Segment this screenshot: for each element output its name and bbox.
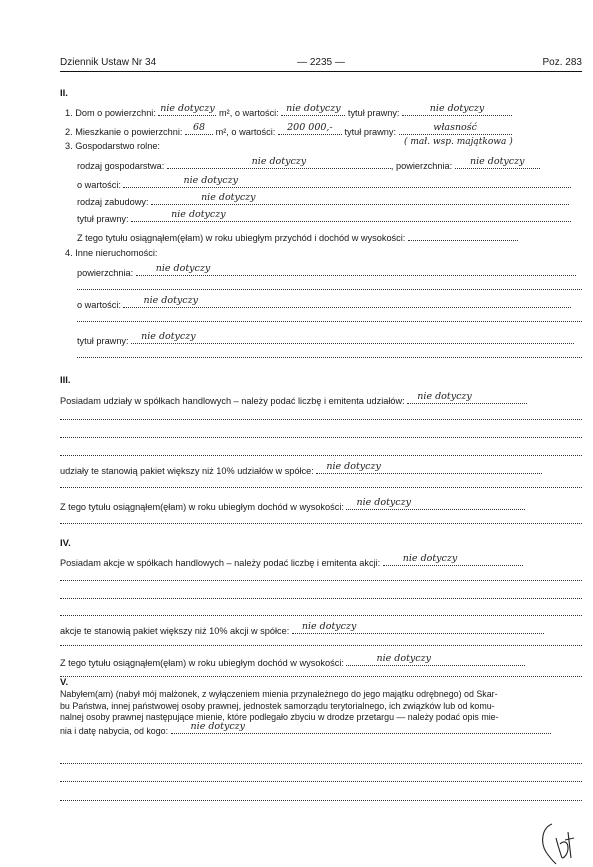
other-area-row xyxy=(77,263,576,279)
house-value: nie dotyczy xyxy=(286,103,341,114)
stocks-pkg-field xyxy=(292,621,544,634)
farm-area-field xyxy=(455,156,540,169)
farm-type-field xyxy=(167,156,391,169)
shares-line-3 xyxy=(60,455,582,456)
apartment-value: 200 000,- xyxy=(287,122,333,133)
journal-title: Dziennik Ustaw Nr 34 xyxy=(60,57,157,68)
other-area-line xyxy=(77,289,582,290)
other-title-label: tytuł prawny: xyxy=(77,336,129,346)
section-5-line-4-label: nia i datę nabycia, od kogo: xyxy=(60,725,169,736)
house-unit: m², xyxy=(219,108,233,118)
shares-pkg-row xyxy=(60,461,542,477)
shares-income-value: nie dotyczy xyxy=(356,497,411,508)
position-number: Poz. 283 xyxy=(542,57,582,68)
stocks-label: Posiadam akcje w spółkach handlowych – należy podać liczbę i emitenta akcji: xyxy=(60,558,381,568)
farm-income-row xyxy=(77,231,518,244)
section-5-heading: V. xyxy=(60,677,69,688)
section-5-text xyxy=(60,689,582,737)
stocks-pkg-row xyxy=(60,621,544,637)
other-property-label: 4. Inne nieruchomości: xyxy=(65,248,158,258)
shares-pkg-field xyxy=(316,461,542,474)
shares-pkg-value: nie dotyczy xyxy=(326,461,381,472)
other-area-label: powierzchnia: xyxy=(77,268,134,278)
house-value-label: o wartości: xyxy=(234,108,279,118)
stocks-income-label: Z tego tytułu osiągnąłem(ęłam) w roku ubiegłym dochód w wysokości: xyxy=(60,658,344,668)
shares-income-line xyxy=(60,523,582,524)
farm-type-row xyxy=(77,156,540,172)
section-5-line-1: Nabyłem(am) (nabył mój małżonek, z wyłączeniem mienia przynależnego do jego majątku odrębnego) od Skar- xyxy=(60,689,498,699)
farm-area-value: nie dotyczy xyxy=(470,156,525,167)
section-5-line-4 xyxy=(60,720,582,738)
apartment-value-field xyxy=(278,122,342,135)
shares-line-1 xyxy=(60,419,582,420)
shares-line-2 xyxy=(60,437,582,438)
stocks-income-line xyxy=(60,676,582,677)
house-title-field xyxy=(402,103,512,116)
other-title-line xyxy=(77,357,582,358)
other-area-field xyxy=(136,263,576,276)
stocks-pkg-value: nie dotyczy xyxy=(301,621,357,632)
stocks-pkg-line xyxy=(60,645,582,646)
other-value-row xyxy=(77,295,571,311)
house-value-field xyxy=(281,103,345,116)
farm-title-value: nie dotyczy xyxy=(171,209,226,220)
apartment-title-value: własność xyxy=(433,122,477,133)
other-value-label: o wartości: xyxy=(77,300,121,310)
house-title-value: nie dotyczy xyxy=(429,103,485,114)
farm-value-label: o wartości: xyxy=(77,180,121,190)
section-5-line-3: nalnej osoby prawnej następujące mienie, które podlegało zbyciu w drodze przetargu — należy podać opis mie- xyxy=(60,712,499,722)
stocks-line-3 xyxy=(60,615,582,616)
stocks-income-value: nie dotyczy xyxy=(376,653,431,664)
farm-buildings-label: rodzaj zabudowy: xyxy=(77,197,149,207)
other-value-field xyxy=(123,295,571,308)
shares-pkg-label: udziały te stanowią pakiet większy niż 10% udziałów w spółce: xyxy=(60,466,314,476)
page-number: — 2235 — xyxy=(297,57,345,68)
stocks-income-row xyxy=(60,653,525,669)
stocks-pkg-label: akcje te stanowią pakiet większy niż 10% akcji w spółce: xyxy=(60,626,290,636)
shares-pkg-line xyxy=(60,487,582,488)
house-title-label: tytuł prawny: xyxy=(347,108,400,118)
farm-title-row xyxy=(77,209,571,225)
house-label: 1. Dom o powierzchni: xyxy=(65,108,156,118)
farm-buildings-field xyxy=(151,192,569,205)
stocks-row xyxy=(60,553,523,569)
other-title-row xyxy=(77,331,574,347)
item-house xyxy=(65,103,512,119)
farm-type-label: rodzaj gospodarstwa: xyxy=(77,161,165,171)
farm-area-label: , powierzchnia: xyxy=(390,161,453,171)
other-title-value: nie dotyczy xyxy=(141,331,196,342)
signature-initials xyxy=(538,818,574,866)
apartment-area-value: 68 xyxy=(192,122,206,133)
house-area-field xyxy=(158,103,216,116)
other-value: nie dotyczy xyxy=(143,295,198,306)
page-header xyxy=(60,57,582,72)
apartment-note: ( mał. wsp. majątkowa ) xyxy=(404,137,513,147)
farm-buildings-row xyxy=(77,192,569,208)
shares-income-row xyxy=(60,497,525,513)
stocks-line-2 xyxy=(60,598,582,599)
farm-type-value: nie dotyczy xyxy=(251,156,307,167)
section-4-heading: IV. xyxy=(60,538,71,549)
farm-value-row xyxy=(77,175,571,191)
stocks-value: nie dotyczy xyxy=(402,553,458,564)
shares-income-label: Z tego tytułu osiągnąłem(ęłam) w roku ubiegłym dochód w wysokości: xyxy=(60,502,344,512)
apartment-label: 2. Mieszkanie o powierzchni: xyxy=(65,127,183,137)
farm-title-label: tytuł prawny: xyxy=(77,214,129,224)
farm-title-field xyxy=(131,209,571,222)
farm-value-field xyxy=(123,175,571,188)
apartment-title-field xyxy=(399,122,512,135)
house-area-value: nie dotyczy xyxy=(160,103,215,114)
other-title-field xyxy=(131,331,574,344)
shares-value: nie dotyczy xyxy=(417,391,472,402)
section-5-line-2: bu Państwa, innej państwowej osoby prawnej, jednostek samorządu terytorialnego, ich związków lub od komu- xyxy=(60,700,495,711)
acquisition-value: nie dotyczy xyxy=(190,720,246,732)
shares-field xyxy=(407,391,527,404)
section-5-line-a xyxy=(60,763,582,764)
section-3-heading: III. xyxy=(60,375,71,386)
apartment-value-label: o wartości: xyxy=(231,127,276,137)
farm-income-field xyxy=(408,231,518,241)
farm-value: nie dotyczy xyxy=(183,175,238,186)
other-value-line xyxy=(77,321,582,322)
shares-row xyxy=(60,391,527,407)
farm-income-label: Z tego tytułu osiągnąłem(ęłam) w roku ubiegłym przychód i dochód w wysokości: xyxy=(77,233,406,243)
stocks-field xyxy=(383,553,523,566)
stocks-income-field xyxy=(346,653,525,666)
section-2-heading: II. xyxy=(60,88,68,99)
other-area-value: nie dotyczy xyxy=(155,263,211,274)
farm-buildings-value: nie dotyczy xyxy=(201,192,256,203)
acquisition-field xyxy=(171,720,551,734)
section-5-line-b xyxy=(60,781,582,782)
stocks-line-1 xyxy=(60,580,582,581)
section-5-line-c xyxy=(60,800,582,801)
apartment-area-field xyxy=(185,122,213,135)
shares-income-field xyxy=(346,497,525,510)
apartment-unit: m², xyxy=(215,127,229,137)
shares-label: Posiadam udziały w spółkach handlowych – należy podać liczbę i emitenta udziałów: xyxy=(60,396,405,406)
farm-label: 3. Gospodarstwo rolne: xyxy=(65,141,160,151)
apartment-title-label: tytuł prawny: xyxy=(344,127,397,137)
